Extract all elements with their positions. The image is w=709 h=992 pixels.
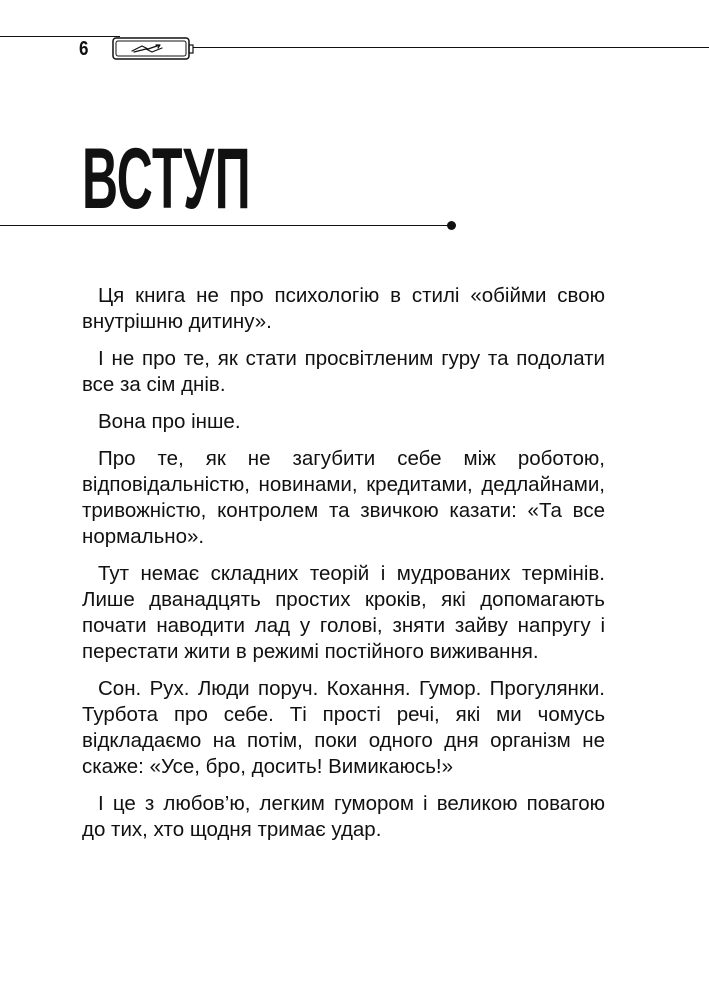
paragraph: Тут немає складних теорій і мудрованих термінів. Лише дванадцять простих кроків, які допомагають почати наводити лад у голові, зняти зайву напругу і перестати жити в режимі постійного виживання. (82, 562, 605, 663)
battery-lightning-icon (112, 37, 194, 61)
header-rule-right (193, 47, 709, 48)
title-rule-dot (447, 221, 456, 230)
title-rule (0, 225, 450, 226)
page-header (0, 30, 709, 70)
page-number: 6 (79, 38, 89, 60)
body-text (82, 283, 605, 854)
paragraph: І не про те, як стати просвітленим гуру та подолати все за сім днів. (82, 347, 605, 396)
header-rule-left (0, 36, 120, 37)
paragraph: Ця книга не про психологію в стилі «обійми свою внутрішню дитину». (82, 284, 605, 333)
paragraph: Сон. Рух. Люди поруч. Кохання. Гумор. Прогулянки. Турбота про себе. Ті прості речі, які ми чомусь відкладаємо на потім, поки одного дня організм не скаже: «Усе, бро, досить! Вимикаюсь!» (82, 677, 605, 778)
paragraph: Про те, як не загубити себе між роботою, відповідальністю, новинами, кредитами, дедлайнами, тривожністю, контролем та звичкою казати: «Та все нормально». (82, 447, 605, 548)
chapter-title: ВСТУП (82, 131, 252, 227)
paragraph: Вона про інше. (98, 410, 241, 433)
paragraph: І це з любов’ю, легким гумором і великою повагою до тих, хто щодня тримає удар. (82, 792, 605, 841)
